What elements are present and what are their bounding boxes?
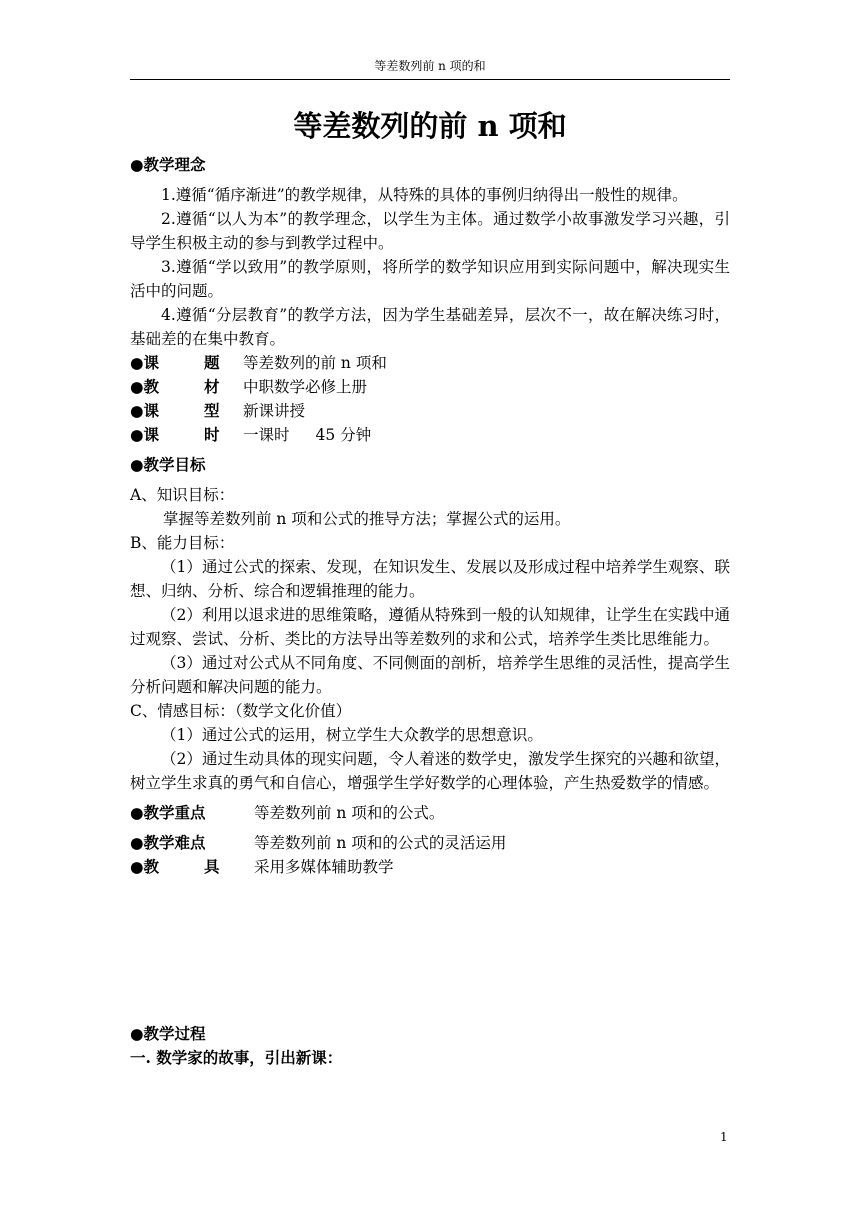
tools-key: 具 <box>204 857 220 876</box>
process-first-step: 一. 数学家的故事，引出新课： <box>130 1048 343 1067</box>
page-header: 等差数列前 n 项的和 <box>374 59 486 73</box>
philosophy-item: 1.遵循“循序渐进”的教学规律，从特殊的具体的事例归纳得出一般性的规律。 <box>161 186 688 204</box>
info-value: 等差数列的前 n 项和 <box>243 354 387 372</box>
knowledge-text: 掌握等差数列前 n 项和公式的推导方法；掌握公式的运用。 <box>163 510 571 528</box>
ability-item: （2）利用以退求进的思维策略，遵循从特殊到一般的认知规律，让学生在实践中通过观察、尝试、分析、类比的方法导出等差数列的求和公式，培养学生类比思维能力。 <box>130 606 730 648</box>
difficulty-label: ●教学难点 <box>130 833 206 852</box>
philosophy-heading: ●教学理念 <box>130 155 206 174</box>
info-key: 时 <box>204 425 220 444</box>
info-key: ●教 <box>130 377 160 396</box>
info-row-topic <box>130 351 730 375</box>
tools-row <box>130 855 730 879</box>
knowledge-label: A、知识目标： <box>130 486 235 504</box>
emotion-label: C、情感目标：（数学文化价值） <box>130 702 352 720</box>
info-row-type <box>130 399 730 423</box>
ability-item: （1）通过公式的探索、发现，在知识发生、发展以及形成过程中培养学生观察、联想、归纳、分析、综合和逻辑推理的能力。 <box>130 558 730 600</box>
difficulty-row <box>130 831 730 855</box>
info-row-duration <box>130 423 730 447</box>
info-key: ●课 <box>130 401 160 420</box>
header-rule <box>130 79 730 80</box>
process-heading: ●教学过程 <box>130 1024 206 1043</box>
difficulty-value: 等差数列前 n 项和的公式的灵活运用 <box>254 834 507 852</box>
page-number: 1 <box>720 1130 728 1144</box>
info-row-textbook <box>130 375 730 399</box>
philosophy-item: 2.遵循“以人为本”的教学理念，以学生为主体。通过数学小故事激发学习兴趣，引导学生积极主动的参与到教学过程中。 <box>130 210 730 252</box>
ability-item: （3）通过对公式从不同角度、不同侧面的剖析，培养学生思维的灵活性，提高学生分析问题和解决问题的能力。 <box>130 654 730 696</box>
info-extra: 45 分钟 <box>315 426 372 444</box>
info-value: 中职数学必修上册 <box>243 378 368 396</box>
key-point-label: ●教学重点 <box>130 803 206 822</box>
info-value: 新课讲授 <box>243 402 306 420</box>
info-key: ●课 <box>130 353 160 372</box>
philosophy-item: 3.遵循“学以致用”的教学原则，将所学的数学知识应用到实际问题中，解决现实生活中的问题。 <box>130 258 730 300</box>
key-point-value: 等差数列前 n 项和的公式。 <box>254 804 445 822</box>
goals-heading: ●教学目标 <box>130 455 206 474</box>
emotion-item: （2）通过生动具体的现实问题，令人着迷的数学史，激发学生探究的兴趣和欲望，树立学生求真的勇气和自信心，增强学生学好数学的心理体验，产生热爱数学的情感。 <box>130 750 730 792</box>
info-key: 材 <box>204 377 220 396</box>
tools-key: ●教 <box>130 857 160 876</box>
philosophy-item: 4.遵循“分层教育”的教学方法，因为学生基础差异，层次不一，故在解决练习时，基础差的在集中教育。 <box>130 306 730 348</box>
info-key: 题 <box>204 353 220 372</box>
ability-label: B、能力目标： <box>130 534 235 552</box>
info-key: ●课 <box>130 425 160 444</box>
info-key: 型 <box>204 401 220 420</box>
info-value: 一课时 <box>243 426 290 444</box>
document-title: 等差数列的前 n 项和 <box>293 109 567 143</box>
document-body <box>130 153 730 1070</box>
emotion-item: （1）通过公式的运用，树立学生大众教学的思想意识。 <box>161 726 543 744</box>
tools-value: 采用多媒体辅助教学 <box>254 858 394 876</box>
key-point-row <box>130 801 730 825</box>
